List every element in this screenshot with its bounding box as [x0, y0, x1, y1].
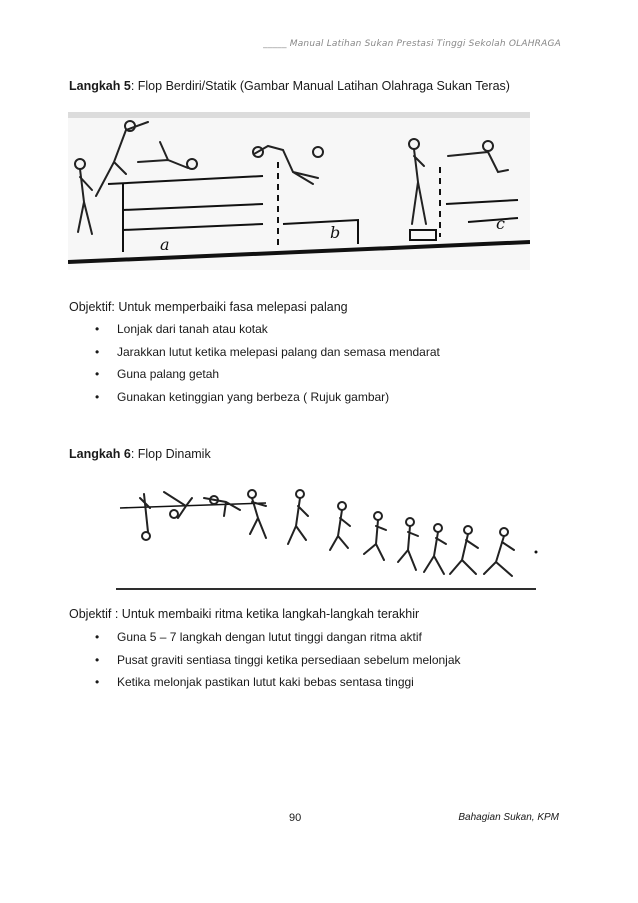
step5-label: Langkah 5	[69, 79, 131, 93]
list-item: • Guna 5 – 7 langkah dengan lutut tinggi dangan ritma aktif	[92, 626, 461, 649]
step5-heading	[69, 79, 510, 93]
step6-heading	[69, 447, 211, 461]
step6-figure	[116, 478, 540, 596]
step6-label: Langkah 6	[69, 447, 131, 461]
step6-title: : Flop Dinamik	[130, 447, 211, 461]
step5-objective: Objektif: Untuk memperbaiki fasa melepasi palang	[69, 300, 348, 314]
figure-label-a: a	[160, 235, 170, 254]
page-number: 90	[289, 812, 302, 824]
footer-source: Bahagian Sukan, KPM	[458, 812, 559, 823]
step6-bullet-list	[92, 626, 461, 694]
figure-label-c: c	[496, 214, 505, 233]
list-item: • Pusat graviti sentiasa tinggi ketika persediaan sebelum melonjak	[92, 649, 461, 672]
list-item: • Ketika melonjak pastikan lutut kaki bebas sentasa tinggi	[92, 671, 461, 694]
page-header: _____ Manual Latihan Sukan Prestasi Tinggi Sekolah OLAHRAGA	[263, 39, 561, 49]
list-item: • Jarakkan lutut ketika melepasi palang dan semasa mendarat	[92, 341, 440, 364]
list-item: • Guna palang getah	[92, 363, 440, 386]
list-item: • Gunakan ketinggian yang berbeza ( Rujuk gambar)	[92, 386, 440, 409]
figure-label-b: b	[330, 223, 341, 242]
list-item: • Lonjak dari tanah atau kotak	[92, 318, 440, 341]
step5-title: : Flop Berdiri/Statik (Gambar Manual Latihan Olahraga Sukan Teras)	[130, 79, 510, 93]
step5-bullet-list	[92, 318, 440, 408]
step5-figure	[68, 112, 530, 270]
step6-objective: Objektif : Untuk membaiki ritma ketika langkah-langkah terakhir	[69, 607, 420, 621]
